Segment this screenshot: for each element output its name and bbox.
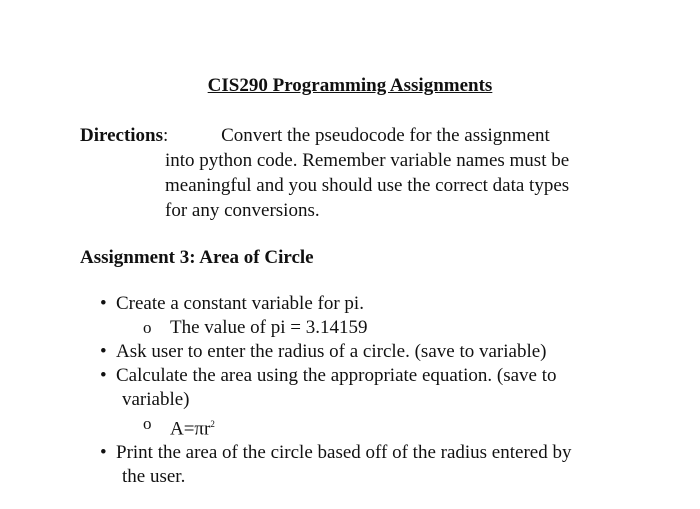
directions-line: into python code. Remember variable names must be [165,150,570,171]
directions-label: Directions [80,125,164,146]
sub-list-item [100,316,640,340]
directions-block [80,123,640,223]
assignment-title: Assignment 3: Area of Circle [80,247,314,268]
list-item-text: Calculate the area using the appropriate equation. (save to [116,365,557,386]
list-item-text: Ask user to enter the radius of a circle. (save to variable) [116,341,547,362]
list-item [100,292,640,316]
list-item [100,340,640,364]
directions-colon: : [163,125,169,146]
bullet-icon: • [100,293,107,314]
list-item [100,364,640,412]
sub-bullet-icon: o [143,414,152,433]
sub-bullet-icon: o [143,318,152,337]
area-formula: A=πr [170,418,211,440]
document-title: CIS290 Programming Assignments [207,75,493,96]
bullet-icon: • [100,365,107,386]
sub-list-item-text: The value of pi = 3.14159 [170,317,368,338]
bullet-icon: • [100,341,107,362]
list-item-text: Create a constant variable for pi. [116,293,364,314]
list-item [100,441,640,489]
directions-first-line: Convert the pseudocode for the assignment [221,125,550,146]
directions-line: meaningful and you should use the correct data types [165,175,570,196]
sub-list-item [100,412,640,441]
list-item-continuation: the user. [122,466,186,488]
list-item-text: Print the area of the circle based off of the radius entered by [116,442,572,464]
formula-exponent: 2 [210,419,215,429]
list-item-continuation: variable) [122,389,190,410]
directions-line: for any conversions. [165,200,320,221]
assignment-steps-list [100,292,640,489]
bullet-icon: • [100,442,107,464]
